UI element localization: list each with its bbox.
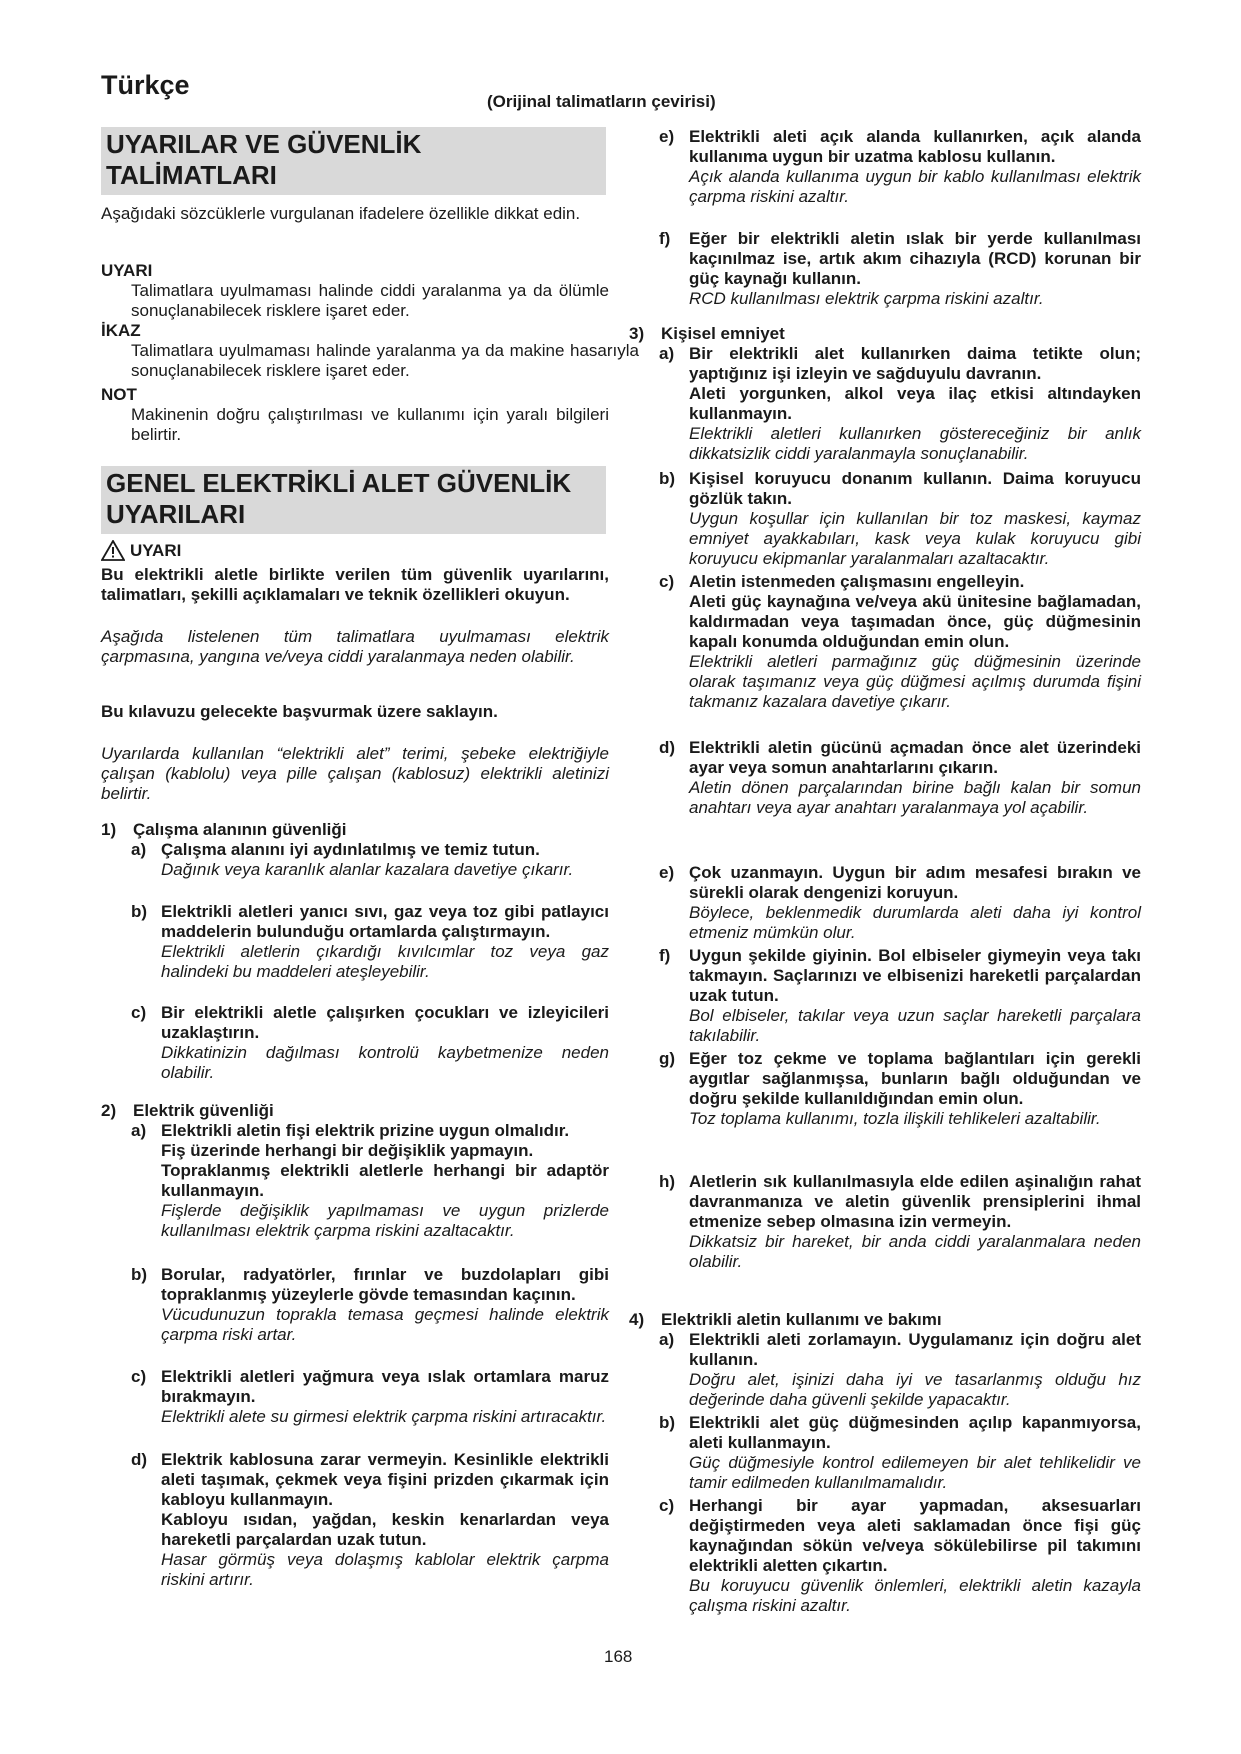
list-item (131, 1121, 609, 1241)
list-item (659, 469, 1141, 569)
list-item (659, 572, 1141, 712)
item-letter: c) (131, 1367, 147, 1386)
warning-label: UYARI (130, 540, 182, 560)
list-item (659, 127, 1141, 207)
section-heading-line1: GENEL ELEKTRİKLİ ALET GÜVENLİK (106, 468, 572, 498)
item-bold-text: Elektrikli aletin fişi elektrik prizine uygun olmalıdır. (161, 1121, 570, 1140)
language-heading: Türkçe (101, 70, 190, 100)
item-letter: c) (131, 1003, 147, 1022)
list-item (659, 344, 1141, 464)
not-text: Makinenin doğru çalıştırılması ve kullanımı için yaralı bilgileri belirtir. (131, 405, 609, 444)
item-italic-text: Elektrikli aletlerin çıkardığı kıvılcımlar toz veya gaz halindeki bu maddeleri ateşleyebilir. (161, 942, 609, 981)
not-label: NOT (101, 385, 137, 404)
uyari-label: UYARI (101, 261, 153, 280)
item-italic-text: Doğru alet, işinizi daha iyi ve tasarlanmış olduğu hız değerinde daha güvenli şekilde yapacaktır. (689, 1370, 1141, 1409)
subsection-2-heading (101, 1101, 609, 1121)
item-letter: a) (659, 1330, 675, 1349)
item-italic-text: Hasar görmüş veya dolaşmış kablolar elektrik çarpma riskini artırır. (161, 1550, 609, 1589)
list-item (131, 840, 609, 880)
section-heading-line1: UYARILAR VE GÜVENLİK (106, 129, 422, 159)
item-letter: f) (659, 946, 671, 965)
item-letter: h) (659, 1172, 676, 1191)
subsection-3-heading (629, 324, 1141, 344)
item-bold-text: Aletin istenmeden çalışmasını engelleyin. (689, 572, 1025, 591)
item-bold-text: Topraklanmış elektrikli aletlerle herhangi bir adaptör kullanmayın. (161, 1161, 609, 1200)
list-item (659, 1496, 1141, 1616)
list-item (659, 1413, 1141, 1493)
item-bold-text: Herhangi bir ayar yapmadan, aksesuarları değiştirmeden veya aleti saklamadan önce fişi güç kaynağından sökün ve/veya sökülebilirse pil takımını elektrikli aletten çıkartın. (689, 1496, 1141, 1575)
item-letter: a) (659, 344, 675, 363)
list-item (659, 946, 1141, 1046)
item-letter: b) (131, 1265, 148, 1284)
item-bold-text: Aleti güç kaynağına ve/veya akü ünitesine bağlamadan, kaldırmadan veya taşımadan önce, güç düğmesinin kapalı konumda olduğundan emin olun. (689, 592, 1141, 651)
subsection-4-heading (629, 1310, 1141, 1330)
warning-italic-text: Aşağıda listelenen tüm talimatlara uyulmaması elektrik çarpmasına, yangına ve/veya ciddi yaralanmaya neden olabilir. (101, 627, 609, 666)
item-italic-text: Elektrikli aletleri parmağınız güç düğmesinin üzerinde olarak taşımanız veya güç düğmesi açılmış durumda fişini takmanız kazalara davetiye çıkarır. (689, 652, 1141, 711)
subsection-number: 3) (629, 324, 645, 343)
item-bold-text: Elektrikli aletleri yanıcı sıvı, gaz veya toz gibi patlayıcı maddelerin bulunduğu ortamlarda çalıştırmayın. (161, 902, 609, 941)
section-heading-line2: TALİMATLARI (106, 160, 277, 190)
item-letter: f) (659, 229, 671, 248)
list-item (659, 229, 1141, 309)
item-italic-text: Dikkatinizin dağılması kontrolü kaybetmenize neden olabilir. (161, 1043, 609, 1082)
section-heading-line2: UYARILARI (106, 499, 246, 529)
warning-heading (101, 540, 181, 561)
item-letter: c) (659, 1496, 675, 1515)
item-letter: a) (131, 840, 147, 859)
item-bold-text: Aleti yorgunken, alkol veya ilaç etkisi altındayken kullanmayın. (689, 384, 1141, 423)
item-bold-text: Bir elektrikli aletle çalışırken çocukları ve izleyicileri uzaklaştırın. (161, 1003, 609, 1042)
item-italic-text: RCD kullanılması elektrik çarpma riskini azaltır. (689, 289, 1044, 308)
item-bold-text: Uygun şekilde giyinin. Bol elbiseler giymeyin veya takı takmayın. Saçlarınızı ve elbisenizi hareketli parçalardan uzak tutun. (689, 946, 1141, 1005)
item-italic-text: Bol elbiseler, takılar veya uzun saçlar hareketli parçalara takılabilir. (689, 1006, 1141, 1045)
item-italic-text: Toz toplama kullanımı, tozla ilişkili tehlikeleri azaltabilir. (689, 1109, 1101, 1128)
item-bold-text: Eğer bir elektrikli aletin ıslak bir yerde kullanılması kaçınılmaz ise, artık akım cihazıyla (RCD) korunan bir güç kaynağı kullanın. (689, 229, 1141, 288)
item-bold-text: Fiş üzerinde herhangi bir değişiklik yapmayın. (161, 1141, 534, 1160)
item-bold-text: Borular, radyatörler, fırınlar ve buzdolapları gibi topraklanmış yüzeylerle gövde temasından kaçının. (161, 1265, 609, 1304)
subsection-number: 2) (101, 1101, 117, 1120)
item-italic-text: Elektrikli alete su girmesi elektrik çarpma riskini artıracaktır. (161, 1407, 607, 1426)
translation-subtitle: (Orijinal talimatların çevirisi) (487, 92, 716, 111)
item-bold-text: Eğer toz çekme ve toplama bağlantıları için gerekli aygıtlar sağlanmışsa, bunların bağlı olduğundan ve doğru şekilde kullanıldığından emin olun. (689, 1049, 1141, 1108)
warning-bold-text: Bu elektrikli aletle birlikte verilen tüm güvenlik uyarılarını, talimatları, şekilli açıklamaları ve teknik özellikleri okuyun. (101, 565, 609, 604)
item-bold-text: Çok uzanmayın. Uygun bir adım mesafesi bırakın ve sürekli olarak dengenizi koruyun. (689, 863, 1141, 902)
item-bold-text: Elektrik kablosuna zarar vermeyin. Kesinlikle elektrikli aleti taşımak, çekmek veya fişini prizden çıkarmak için kabloyu kullanmayın. (161, 1450, 609, 1509)
subsection-title: Kişisel emniyet (661, 324, 785, 343)
list-item (131, 1003, 609, 1083)
subsection-title: Elektrikli aletin kullanımı ve bakımı (661, 1310, 942, 1329)
item-bold-text: Elektrikli aleti zorlamayın. Uygulamanız için doğru alet kullanın. (689, 1330, 1141, 1369)
subsection-1-heading (101, 820, 609, 840)
subsection-title: Çalışma alanının güvenliği (133, 820, 347, 839)
list-item (659, 1172, 1141, 1272)
item-bold-text: Elektrikli alet güç düğmesinden açılıp kapanmıyorsa, aleti kullanmayın. (689, 1413, 1141, 1452)
item-bold-text: Elektrikli aleti açık alanda kullanırken, açık alanda kullanıma uygun bir uzatma kablosu kullanın. (689, 127, 1141, 166)
item-italic-text: Dikkatsiz bir hareket, bir anda ciddi yaralanmalara neden olabilir. (689, 1232, 1141, 1271)
item-bold-text: Bir elektrikli alet kullanırken daima tetikte olun; yaptığınız işi izleyin ve sağduyulu davranın. (689, 344, 1141, 383)
list-item (131, 1367, 609, 1427)
item-letter: c) (659, 572, 675, 591)
item-bold-text: Kişisel koruyucu donanım kullanın. Daima koruyucu gözlük takın. (689, 469, 1141, 508)
list-item (659, 863, 1141, 943)
section-heading-safety (101, 127, 606, 195)
section-heading-general (101, 466, 606, 534)
item-letter: d) (659, 738, 676, 757)
item-letter: b) (131, 902, 148, 921)
uyari-text: Talimatlara uyulmaması halinde ciddi yaralanma ya da ölümle sonuçlanabilecek risklere işaret eder. (131, 281, 609, 320)
item-bold-text: Aletlerin sık kullanılmasıyla elde edilen aşinalığın rahat davranmanıza ve aletin güvenlik prensiplerini ihmal etmenize sebep olmasına izin vermeyin. (689, 1172, 1141, 1231)
item-bold-text: Elektrikli aletleri yağmura veya ıslak ortamlara maruz bırakmayın. (161, 1367, 609, 1406)
intro-text: Aşağıdaki sözcüklerle vurgulanan ifadelere özellikle dikkat edin. (101, 204, 581, 223)
list-item (659, 738, 1141, 818)
item-italic-text: Güç düğmesiyle kontrol edilemeyen bir alet tehlikelidir ve tamir edilmeden kullanılmamalıdır. (689, 1453, 1141, 1492)
item-letter: e) (659, 127, 675, 146)
page-number: 168 (604, 1647, 633, 1666)
keep-manual-text: Bu kılavuzu gelecekte başvurmak üzere saklayın. (101, 702, 498, 721)
term-note-text: Uyarılarda kullanılan “elektrikli alet” terimi, şebeke elektriğiyle çalışan (kablolu) veya pille çalışan (kablosuz) elektrikli aletinizi belirtir. (101, 744, 609, 803)
list-item (131, 1265, 609, 1345)
ikaz-label: İKAZ (101, 321, 141, 340)
item-bold-text: Elektrikli aletin gücünü açmadan önce alet üzerindeki ayar veya somun anahtarlarını çıkarın. (689, 738, 1141, 777)
item-italic-text: Uygun koşullar için kullanılan bir toz maskesi, kaymaz emniyet ayakkabıları, kask veya kulak koruyucu gibi koruyucu ekipmanlar yaralanmaları azaltacaktır. (689, 509, 1141, 568)
subsection-number: 1) (101, 820, 117, 839)
item-letter: b) (659, 1413, 676, 1432)
subsection-title: Elektrik güvenliği (133, 1101, 274, 1120)
list-item (659, 1330, 1141, 1410)
item-italic-text: Fişlerde değişiklik yapılmaması ve uygun prizlerde kullanılması elektrik çarpma riskini azaltacaktır. (161, 1201, 609, 1240)
item-letter: a) (131, 1121, 147, 1140)
list-item (131, 1450, 609, 1590)
subsection-number: 4) (629, 1310, 645, 1329)
item-letter: b) (659, 469, 676, 488)
list-item (659, 1049, 1141, 1129)
list-item (131, 902, 609, 982)
item-italic-text: Açık alanda kullanıma uygun bir kablo kullanılması elektrik çarpma riskini azaltır. (689, 167, 1141, 206)
ikaz-text: Talimatlara uyulmaması halinde yaralanma ya da makine hasarıyla sonuçlanabilecek risklere işaret eder. (131, 341, 639, 380)
item-italic-text: Bu koruyucu güvenlik önlemleri, elektrikli aletin kazayla çalışma riskini azaltır. (689, 1576, 1141, 1615)
item-bold-text: Kabloyu ısıdan, yağdan, keskin kenarlardan veya hareketli parçalardan uzak tutun. (161, 1510, 609, 1549)
warning-triangle-icon (101, 540, 125, 561)
item-italic-text: Aletin dönen parçalarından birine bağlı kalan bir somun anahtarı veya ayar anahtarı yaralanmaya yol açabilir. (689, 778, 1141, 817)
item-italic-text: Elektrikli aletleri kullanırken göstereceğiniz bir anlık dikkatsizlik ciddi yaralanmayla sonuçlanabilir. (689, 424, 1141, 463)
item-italic-text: Vücudunuzun toprakla temasa geçmesi halinde elektrik çarpma riski artar. (161, 1305, 609, 1344)
item-letter: d) (131, 1450, 148, 1469)
item-bold-text: Çalışma alanını iyi aydınlatılmış ve temiz tutun. (161, 840, 540, 859)
item-letter: e) (659, 863, 675, 882)
item-italic-text: Dağınık veya karanlık alanlar kazalara davetiye çıkarır. (161, 860, 574, 879)
item-italic-text: Böylece, beklenmedik durumlarda aleti daha iyi kontrol etmeniz mümkün olur. (689, 903, 1141, 942)
item-letter: g) (659, 1049, 676, 1068)
